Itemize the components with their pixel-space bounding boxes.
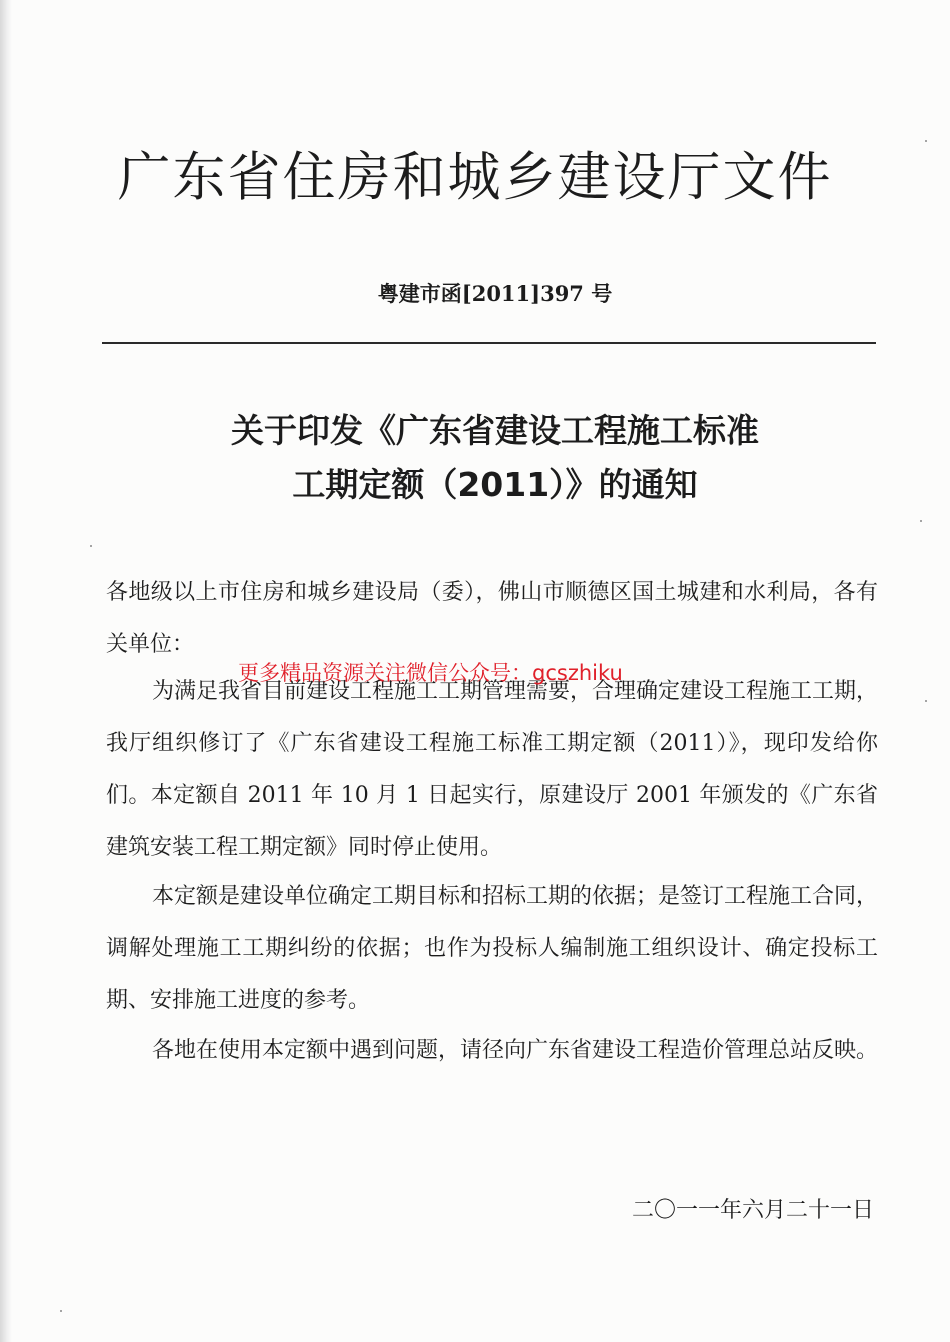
- scan-speck: [60, 1310, 62, 1312]
- notice-title-line-1: 关于印发《广东省建设工程施工标准: [231, 411, 759, 450]
- document-date: 二〇一一年六月二十一日: [631, 1198, 874, 1223]
- document-header-title: 广东省住房和城乡建设厅文件: [117, 147, 833, 208]
- addressee-paragraph: 各地级以上市住房和城乡建设局（委），佛山市顺德区国土城建和水利局，各有关单位：: [106, 580, 878, 657]
- body-paragraph-2: 本定额是建设单位确定工期目标和招标工期的依据；是签订工程施工合同，调解处理施工工期纠纷的依据；也作为投标人编制施工组织设计、确定投标工期、安排施工进度的参考。: [106, 884, 879, 1013]
- body-paragraph-1: 为满足我省目前建设工程施工工期管理需要，合理确定建设工程施工工期，我厅组织修订了《广东省建设工程施工标准工期定额（2011）》，现印发给你们。本定额自 2011 年 10 月 1 日起实行，原建设厅 2001 年颁发的《广东省建筑安装工程工期定额》同时停止使用。: [106, 679, 879, 860]
- scan-speck: [920, 520, 922, 522]
- body-paragraph-3: 各地在使用本定额中遇到问题，请径向广东省建设工程造价管理总站反映。: [152, 1038, 879, 1063]
- notice-title-line-2: 工期定额（2011）》的通知: [292, 465, 698, 504]
- scan-speck: [90, 545, 92, 547]
- header-divider: [102, 342, 876, 344]
- watermark-overlay: 更多精品资源关注微信公众号：gcszhiku: [238, 661, 623, 685]
- scan-speck: [925, 700, 927, 702]
- scan-speck: [925, 140, 927, 142]
- document-number: 粤建市函[2011]397 号: [377, 281, 613, 306]
